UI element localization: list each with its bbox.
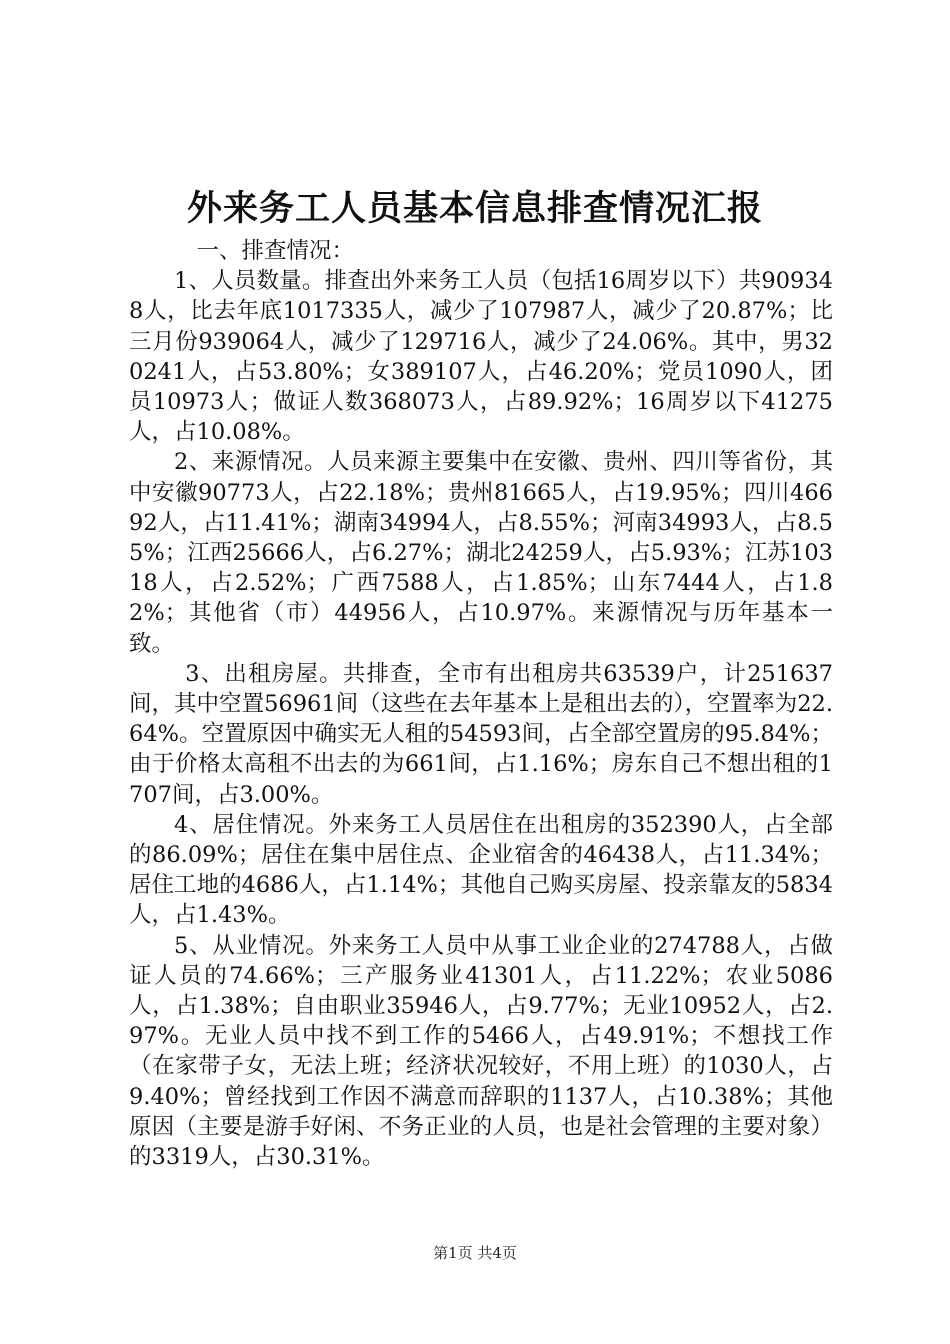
paragraph-employment: 5、从业情况。外来务工人员中从事工业企业的274788人，占做证人员的74.66%；三产服务业41301人，占11.22%；农业5086人，占1.38%；自由职业35946人，占9.77%；无业10952人，占2.97%。无业人员中找不到工作的5466人，占49.91%；不想找工作（在家带子女，无法上班；经济状况较好，不用上班）的1030人，占9.40%；曾经找到工作因不满意而辞职的1137人，占10.38%；其他原因（主要是游手好闲、不务正业的人员，也是社会管理的主要对象）的3319人，占30.31%。 (129, 932, 833, 1171)
paragraph-origin: 2、来源情况。人员来源主要集中在安徽、贵州、四川等省份，其中安徽90773人，占22.18%；贵州81665人，占19.95%；四川46692人，占11.41%；湖南34994人，占8.55%；河南34993人，占8.55%；江西25666人，占6.27%；湖北24259人，占5.93%；江苏10318人，占2.52%；广西7588人，占1.85%；山东7444人，占1.82%；其他省（市）44956人，占10.97%。来源情况与历年基本一致。 (129, 449, 833, 657)
paragraph-personnel-count: 1、人员数量。排查出外来务工人员（包括16周岁以下）共909348人，比去年底1017335人，减少了107987人，减少了20.87%；比三月份939064人，减少了129716人，减少了24.06%。其中，男320241人，占53.80%；女389107人，占46.20%；党员1090人，团员10973人；做证人数368073人，占89.92%；16周岁以下41275人，占10.08%。 (129, 268, 833, 446)
paragraph-residence: 4、居住情况。外来务工人员居住在出租房的352390人，占全部的86.09%；居住在集中居住点、企业宿舍的46438人，占11.34%；居住工地的4686人，占1.14%；其他自己购买房屋、投亲靠友的5834人，占1.43%。 (129, 811, 833, 929)
section-heading: 一、排查情况： (196, 238, 355, 264)
paragraph-rental-housing: 3、出租房屋。共排查，全市有出租房共63539户，计251637间，其中空置56961间（这些在去年基本上是租出去的），空置率为22.64%。空置原因中确实无人租的54593间，占全部空置房的95.84%；由于价格太高租不出去的为661间，占1.16%；房东自己不想出租的1707间，占3.00%。 (129, 660, 833, 808)
document-body (129, 236, 833, 1172)
document-title: 外来务工人员基本信息排查情况汇报 (186, 188, 763, 229)
page-footer: 第1页 共4页 (433, 1244, 517, 1262)
